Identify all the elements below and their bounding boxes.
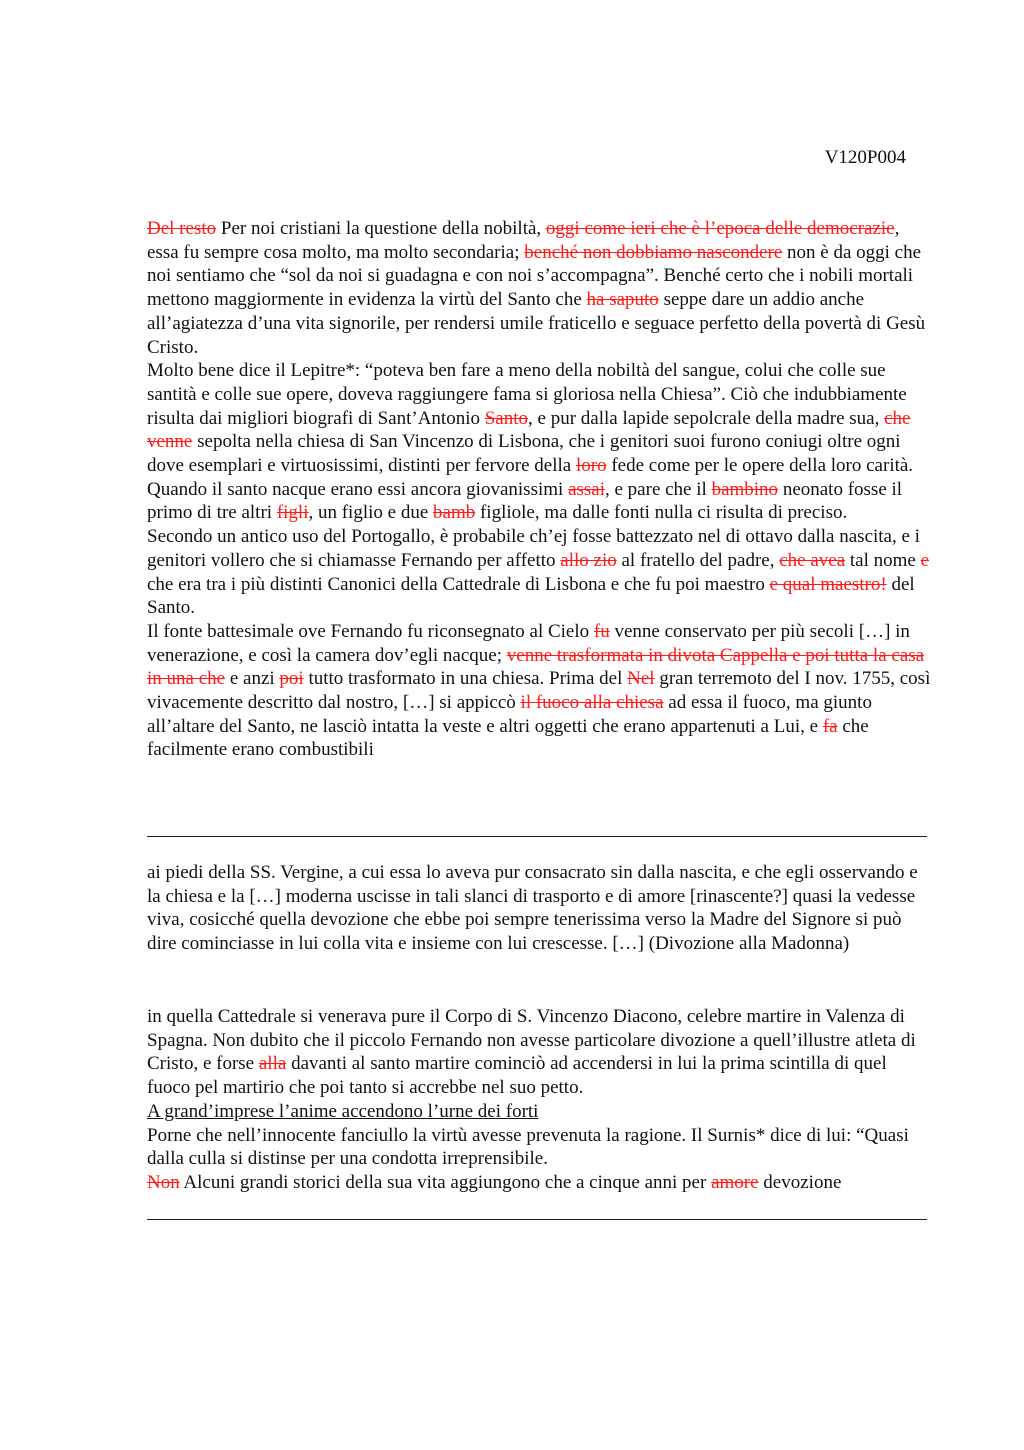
deleted-text: Non [147,1171,180,1193]
transcription-block-main [147,217,931,762]
paragraph [147,1100,931,1124]
deleted-text: e [920,549,930,571]
deleted-text: fa [822,715,838,737]
text-run: non è da oggi che noi sentiamo che “sol da noi si guadagna e con noi s’accompagna”. Benché certo che i nobili mortali mettono maggiormente in evidenza la virtù del Santo che [147,241,922,311]
transcription-block-note-vincenzo [147,1005,931,1195]
deleted-text: venne trasformata in divota Cappella e poi tutta la casa in una che [147,644,925,690]
deleted-text: allo zio [560,549,617,571]
deleted-text: bambino [711,478,779,500]
text-run: ad essa il fuoco, ma giunto all’altare del Santo, ne lasciò intatta la veste e altri oggetti che erano appartenuti a Lui, e [147,692,872,737]
underlined-text: A grand’imprese l’anime accendono l’urne dei forti [147,1100,539,1122]
deleted-text: e qual maestro! [769,573,887,595]
paragraph [147,525,931,620]
text-run: che facilmente erano combustibili [147,715,869,761]
deleted-text: loro [575,455,607,477]
deleted-text: ha saputo [586,289,659,311]
text-run: figliole, ma dalle fonti nulla ci risulta di preciso. [475,502,848,524]
text-run: e anzi [225,668,280,690]
deleted-text: Del resto [147,218,217,239]
text-run: gran terremoto del I nov. 1755, così vivacemente descritto dal nostro, […] si appiccò [147,668,931,714]
text-run: Porne che nell’innocente fanciullo la virtù avesse prevenuta la ragione. Il Surnis* dice di lui: “Quasi dalla culla si distinse per una condotta irreprensibile. [147,1124,909,1170]
text-run: davanti al santo martire cominciò ad accendersi in lui la prima scintilla di quel fuoco pel martirio che poi tanto si accrebbe nel suo petto. [147,1053,887,1099]
deleted-text: assai [568,478,605,500]
text-run: neonato fosse il primo di tre altri [147,478,903,524]
paragraph [147,1124,931,1171]
text-run: in quella Cattedrale si venerava pure il Corpo di S. Vincenzo Diacono, celebre martire in Valenza di Spagna. Non dubito che il piccolo Fernando non avesse particolare divozione a quell’illustre atleta di Cristo, e forse [147,1006,916,1075]
text-run: venne conservato per più secoli […] in venerazione, e così la camera dov’egli nacque; [147,620,910,666]
paragraph [147,478,931,525]
text-run: Alcuni grandi storici della sua vita aggiungono che a cinque anni per [179,1171,712,1193]
text-run: Molto bene dice il Lepitre*: “poteva ben fare a meno della nobiltà del sangue, colui che colle sue santità e colle sue opere, doveva raggiungere fama si gloriosa nella Chiesa”. Ciò che indubbiamente risulta dai migliori biografi di Sant’Antonio [147,360,907,429]
paragraph [147,359,931,478]
text-run: seppe dare un addio anche all’agiatezza d’una vita signorile, per rendersi umile fraticello e seguace perfetto della povertà di Gesù Cristo. [147,289,926,358]
section-divider [147,836,927,837]
deleted-text: oggi come ieri che è l’epoca delle democrazie [545,218,895,239]
deleted-text: alla [258,1053,287,1075]
deleted-text: Nel [627,668,655,690]
text-run: sepolta nella chiesa di San Vincenzo di Lisbona, che i genitori suoi furono coniugi oltre ogni dove esemplari e virtuosissimi, distinti per fervore della [147,431,901,477]
section-divider [147,1219,927,1220]
text-run: , essa fu sempre cosa molto, ma molto secondaria; [147,218,900,263]
text-run: Per noi cristiani la questione della nobiltà, [216,218,546,239]
text-run: Il fonte battesimale ove Fernando fu riconsegnato al Cielo [147,620,594,642]
paragraph [147,217,931,359]
text-run: tutto trasformato in una chiesa. Prima del [303,668,628,690]
paragraph [147,620,931,762]
deleted-text: Santo [484,407,529,429]
text-run: tal nome [845,549,921,571]
deleted-text: il fuoco alla chiesa [520,692,664,714]
deleted-text: che venne [147,407,911,453]
deleted-text: bamb [433,502,476,524]
text-run: al fratello del padre, [616,549,780,571]
transcription-block-note-madonna [147,861,931,956]
deleted-text: che avea [779,549,846,571]
deleted-text: amore [711,1171,759,1193]
text-run: Quando il santo nacque erano essi ancora giovanissimi [147,478,569,500]
text-run: ai piedi della SS. Vergine, a cui essa lo aveva pur consacrato sin dalla nascita, e che egli osservando e la chiesa e la […] moderna uscisse in tali slanci di trasporto e di amore [rinascente?] quasi la vedesse viva, cosicché quella devozione che ebbe poi sempre tenerissima verso la Madre del Signore si può dire cominciasse in lui colla vita e insieme con lui crescesse. […] (Divozione alla Madonna) [147,862,918,955]
text-run: , e pur dalla lapide sepolcrale della madre sua, [528,407,885,429]
text-run: che era tra i più distinti Canonici della Cattedrale di Lisbona e che fu poi maestro [147,573,770,595]
text-run: fede come per le opere della loro carità. [606,455,914,477]
page-id: V120P004 [824,147,906,168]
paragraph [147,1171,931,1195]
text-run: devozione [758,1171,842,1193]
deleted-text: figli [276,502,309,524]
text-run: Secondo un antico uso del Portogallo, è probabile ch’ej fosse battezzato nel di ottavo dalla nascita, e i genitori vollero che si chiamasse Fernando per affetto [147,526,920,571]
deleted-text: benché non dobbiamo nascondere [524,241,783,263]
deleted-text: poi [279,668,304,690]
paragraph [147,861,931,956]
text-run: del Santo. [147,573,915,619]
text-run: , un figlio e due [308,502,434,524]
paragraph [147,1005,931,1100]
text-run: , e pare che il [605,478,712,500]
deleted-text: fu [593,620,610,642]
